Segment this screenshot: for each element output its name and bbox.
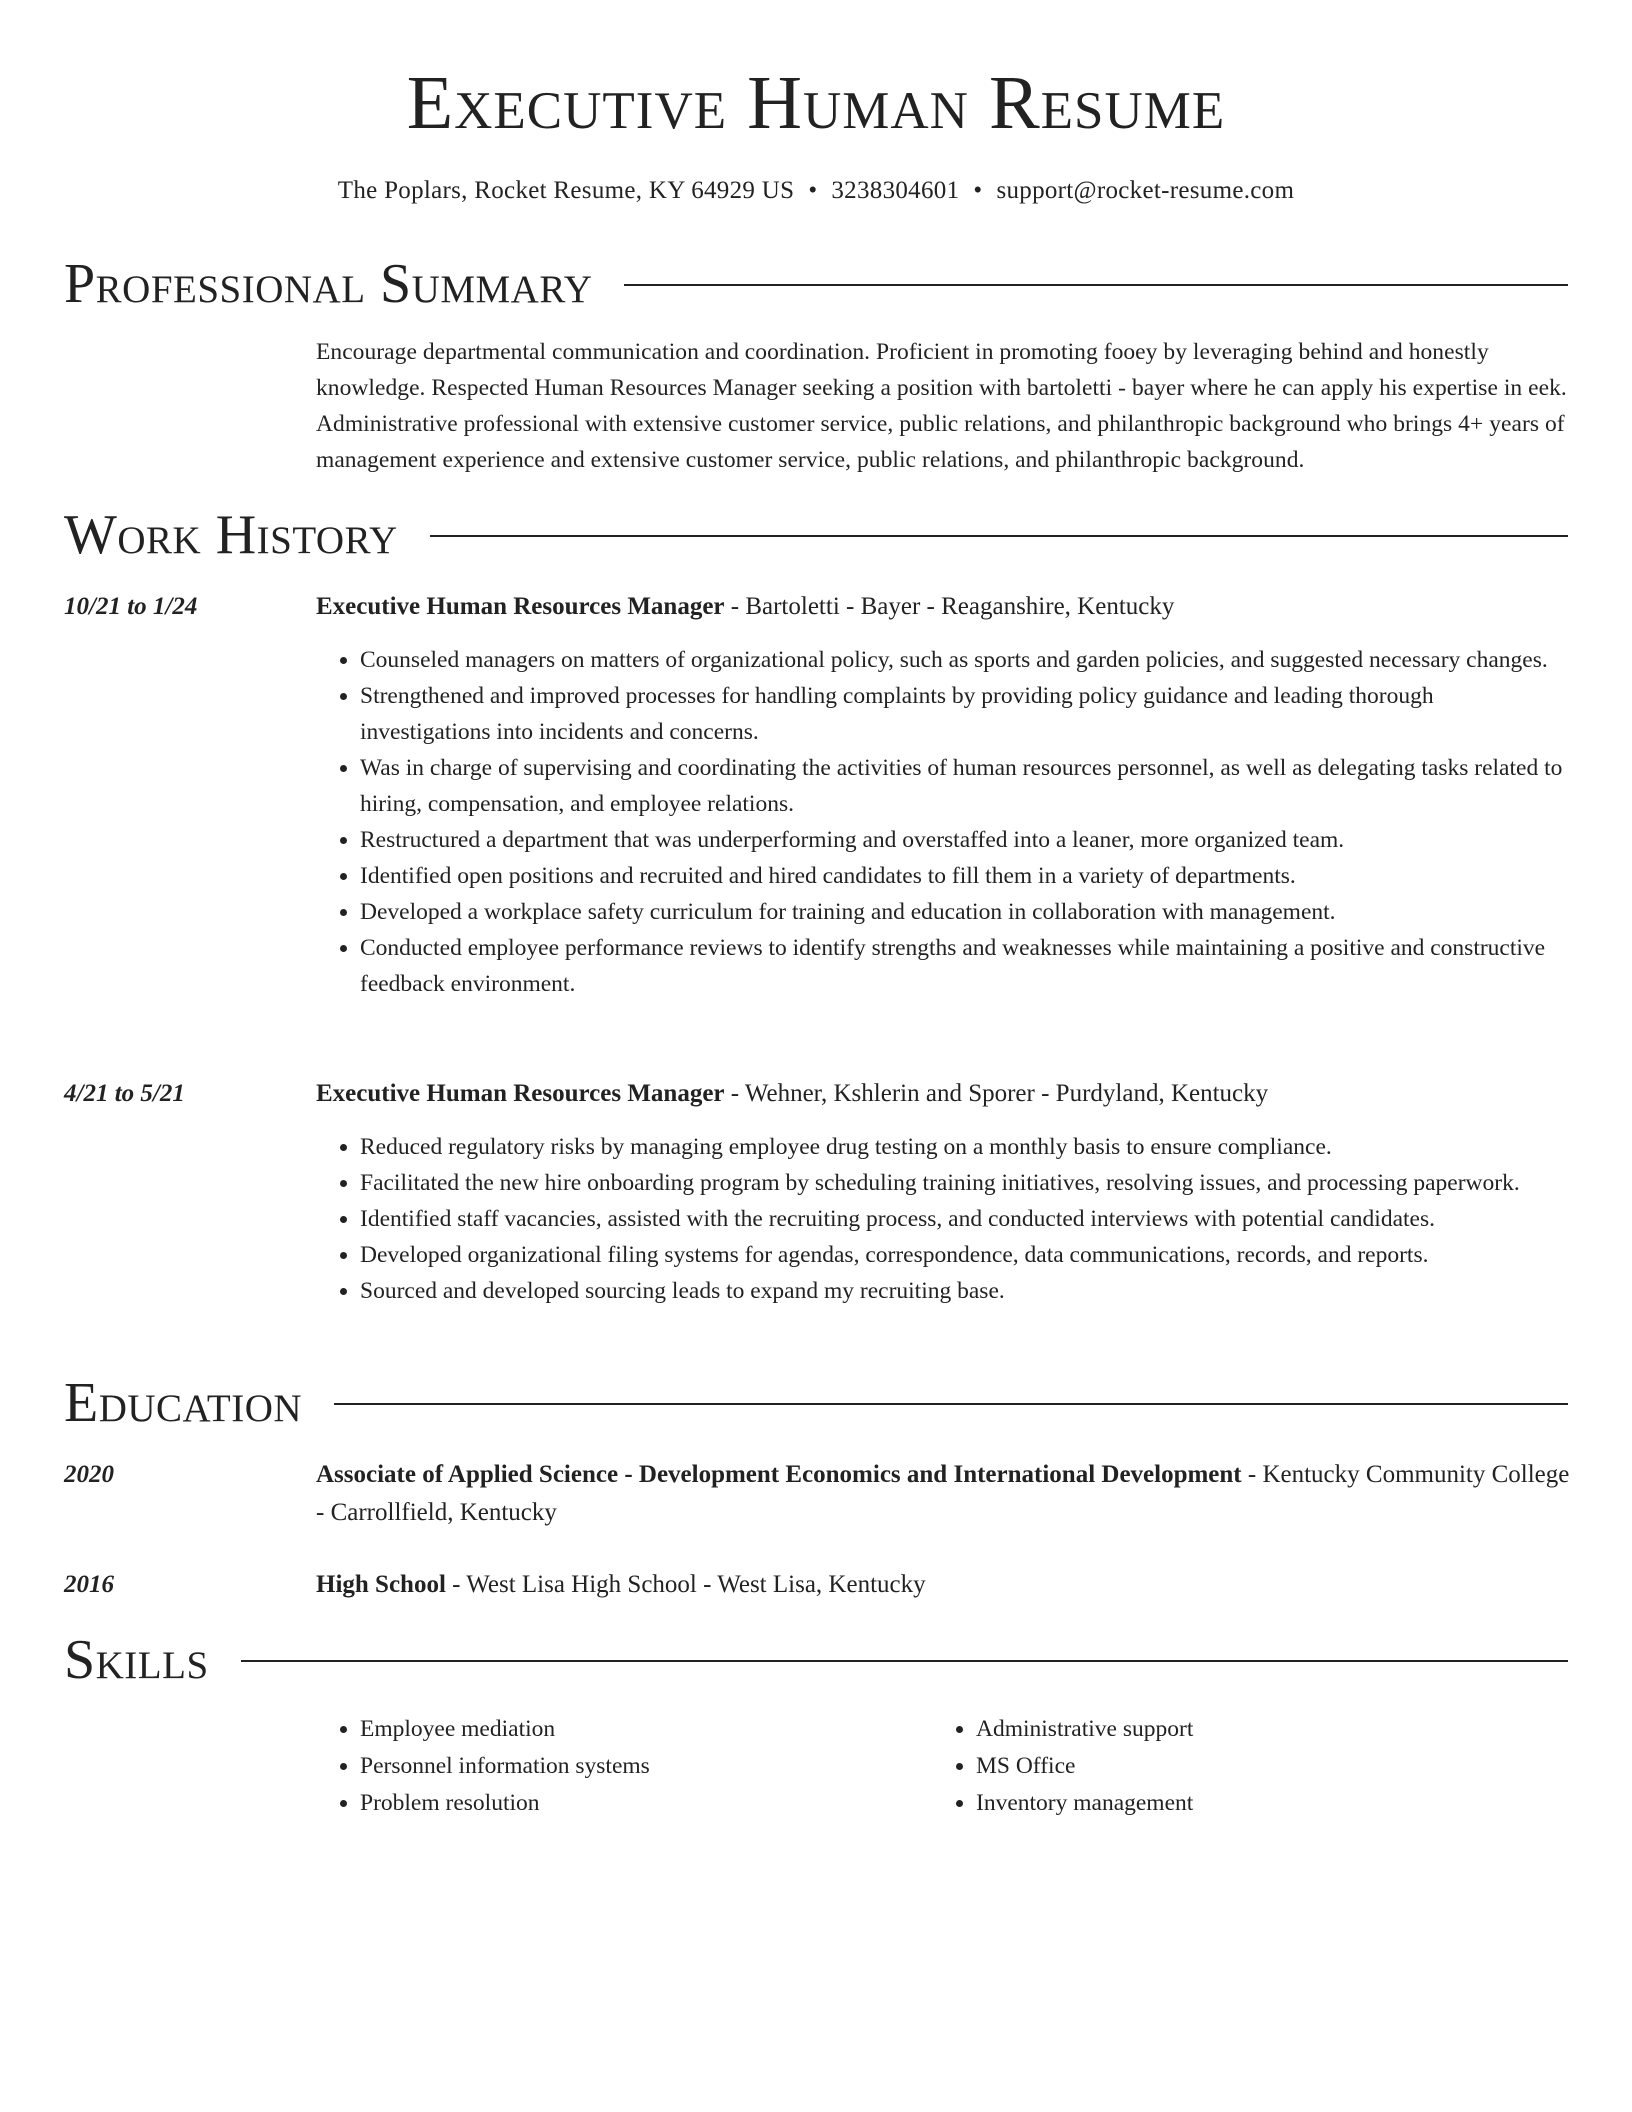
job-title-line	[316, 588, 1572, 626]
contact-email: support@rocket-resume.com	[996, 177, 1295, 204]
job-bullet: • Facilitated the new hire onboarding program by scheduling training initiatives, resolving issues, and processing paperwork.	[360, 1165, 1568, 1201]
education-entry	[316, 1566, 1572, 1604]
education-degree: High School	[316, 1571, 446, 1598]
job-bullet: • Restructured a department that was underperforming and overstaffed into a leaner, more organized team.	[360, 822, 1568, 858]
education-degree: Associate of Applied Science - Development Economics and International Development	[316, 1461, 1242, 1488]
section-title: Work History	[64, 504, 398, 566]
job-dates: 4/21 to 5/21	[64, 1080, 185, 1107]
section-divider	[624, 284, 1568, 286]
summary-section-header	[64, 252, 1568, 316]
job-bullet: • Sourced and developed sourcing leads to expand my recruiting base.	[360, 1273, 1568, 1309]
work-section-header	[64, 503, 1568, 567]
education-school: - West Lisa High School - West Lisa, Kentucky	[445, 1571, 926, 1598]
skills-section-header	[64, 1628, 1568, 1692]
job-bullet: • Conducted employee performance reviews to identify strengths and weaknesses while maintaining a positive and constructive feedback environment.	[360, 930, 1568, 1002]
section-title: Professional Summary	[64, 253, 593, 315]
skills-column-right	[932, 1711, 1552, 1822]
job-bullets	[316, 1129, 1568, 1309]
skill-item: • Employee mediation	[360, 1711, 896, 1748]
contact-line	[0, 174, 1632, 208]
skill-item: • Inventory management	[976, 1785, 1552, 1822]
job-bullet: • Counseled managers on matters of organizational policy, such as sports and garden policies, and suggested necessary changes.	[360, 642, 1568, 678]
job-bullets	[316, 642, 1568, 1002]
education-school: - Kentucky Community College - Carrollfield, Kentucky	[316, 1461, 1570, 1526]
section-divider	[241, 1660, 1568, 1662]
job-bullet: • Reduced regulatory risks by managing employee drug testing on a monthly basis to ensure compliance.	[360, 1129, 1568, 1165]
contact-phone: 3238304601	[831, 177, 960, 204]
skill-item: • MS Office	[976, 1748, 1552, 1785]
job-employer: - Wehner, Kshlerin and Sporer - Purdyland, Kentucky	[724, 1080, 1269, 1107]
job-bullet: • Identified open positions and recruited and hired candidates to fill them in a variety of departments.	[360, 858, 1568, 894]
contact-address: The Poplars, Rocket Resume, KY 64929 US	[337, 177, 795, 204]
skill-item: • Personnel information systems	[360, 1748, 896, 1785]
job-title: Executive Human Resources Manager	[316, 1080, 725, 1107]
job-dates: 10/21 to 1/24	[64, 593, 198, 620]
job-bullet: • Was in charge of supervising and coordinating the activities of human resources personnel, as well as delegating tasks related to hiring, compensation, and employee relations.	[360, 750, 1568, 822]
education-year: 2020	[64, 1461, 114, 1488]
education-entry	[316, 1456, 1572, 1532]
summary-text: Encourage departmental communication and coordination. Proficient in promoting fooey by leveraging behind and honestly knowledge. Respected Human Resources Manager seeking a position with bartoletti - bayer where he can apply his expertise in eek. Administrative professional with extensive customer service, public relations, and philanthropic background who brings 4+ years of management experience and extensive customer service, public relations, and philanthropic background.	[316, 339, 1567, 473]
section-title: Skills	[64, 1629, 209, 1691]
section-title: Education	[64, 1372, 303, 1434]
job-title-line	[316, 1075, 1572, 1113]
job-bullet: • Strengthened and improved processes for handling complaints by providing policy guidance and leading thorough investigations into incidents and concerns.	[360, 678, 1568, 750]
resume-name: Executive Human Resume	[406, 61, 1226, 145]
skill-item: • Administrative support	[976, 1711, 1552, 1748]
skill-item: • Problem resolution	[360, 1785, 896, 1822]
job-bullet: • Identified staff vacancies, assisted with the recruiting process, and conducted interviews with potential candidates.	[360, 1201, 1568, 1237]
contact-separator: •	[808, 177, 818, 204]
section-divider	[430, 535, 1568, 537]
job-title: Executive Human Resources Manager	[316, 593, 725, 620]
job-bullet: • Developed organizational filing systems for agendas, correspondence, data communications, records, and reports.	[360, 1237, 1568, 1273]
section-divider	[334, 1403, 1568, 1405]
contact-separator: •	[973, 177, 983, 204]
job-employer: - Bartoletti - Bayer - Reaganshire, Kentucky	[724, 593, 1175, 620]
skills-column-left	[316, 1711, 896, 1822]
job-bullet: • Developed a workplace safety curriculum for training and education in collaboration with management.	[360, 894, 1568, 930]
education-section-header	[64, 1371, 1568, 1435]
education-year: 2016	[64, 1571, 114, 1598]
